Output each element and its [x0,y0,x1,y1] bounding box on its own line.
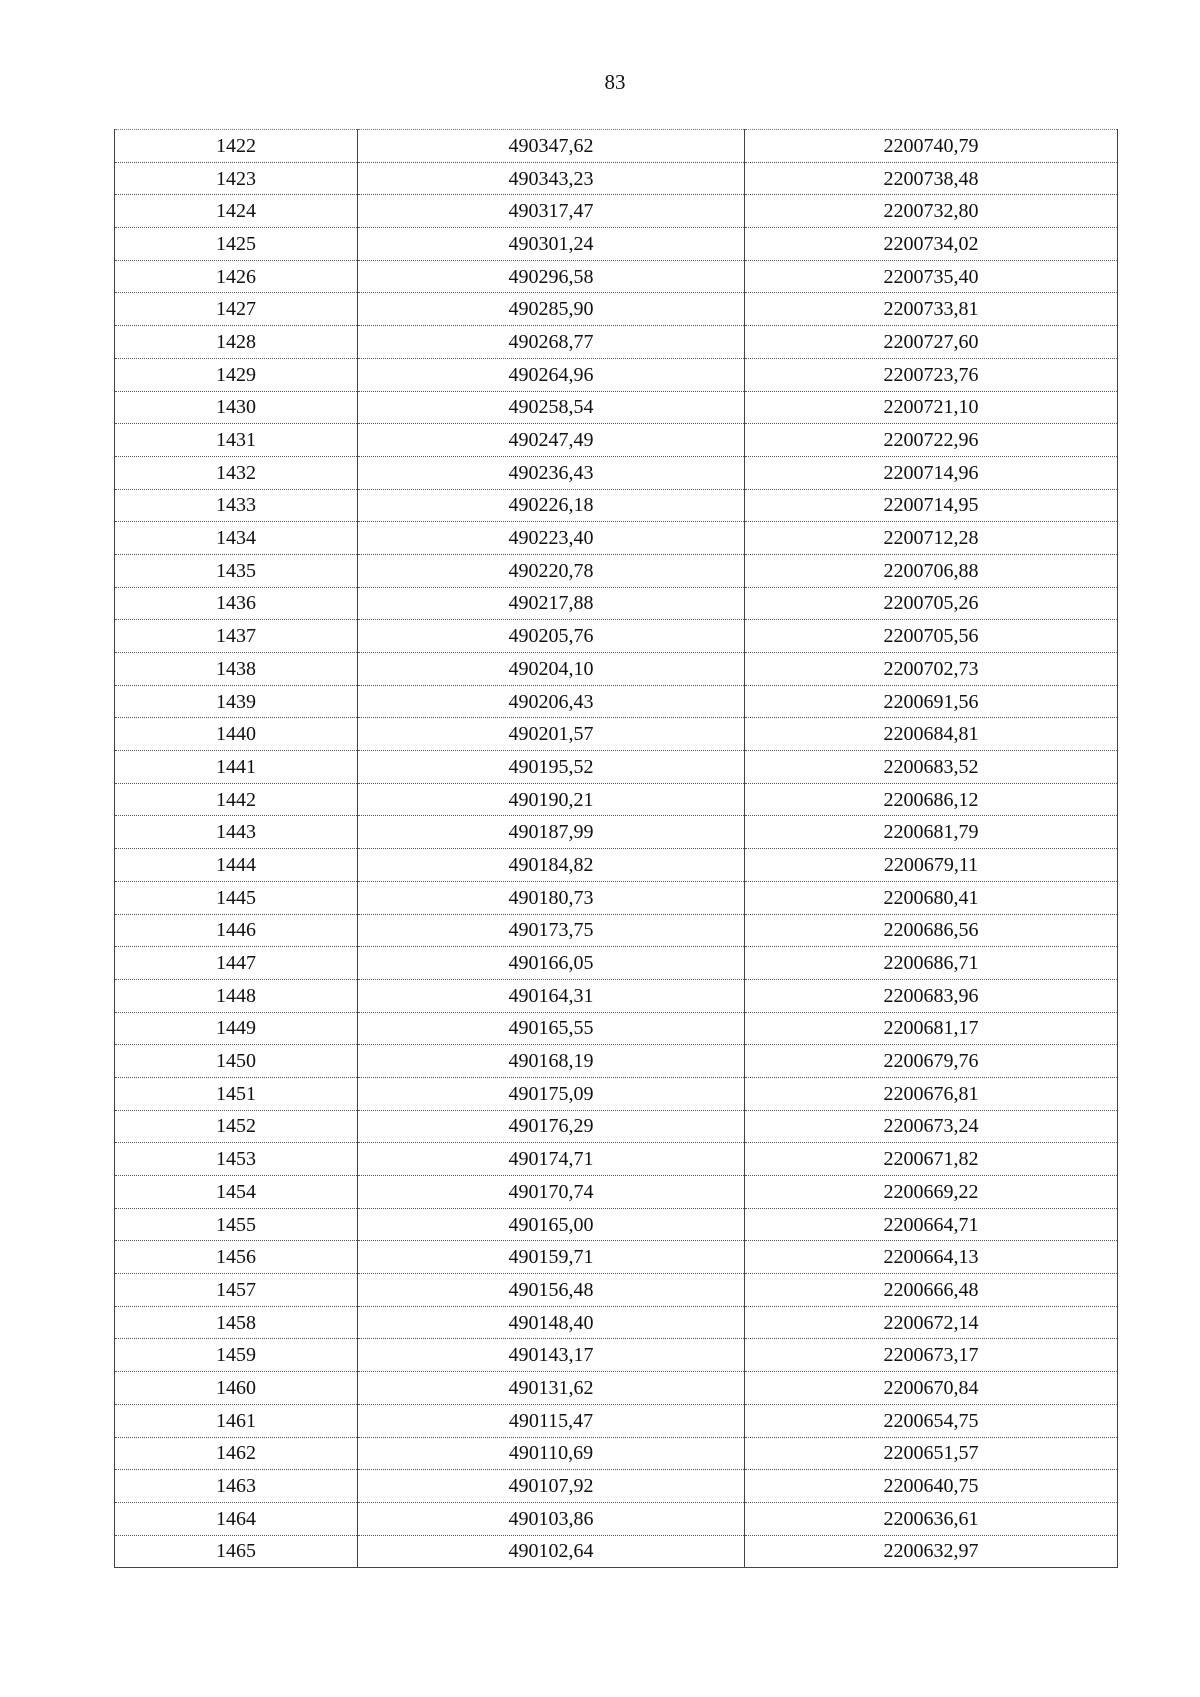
table-row [115,1110,1118,1143]
x-coordinate-cell: 490187,99 [358,816,745,849]
point-number-cell: 1465 [115,1535,358,1568]
x-coordinate-cell: 490268,77 [358,326,745,359]
page-number: 83 [604,70,626,94]
y-coordinate-cell: 2200672,14 [745,1306,1118,1339]
x-coordinate-cell: 490343,23 [358,162,745,195]
x-coordinate-cell: 490115,47 [358,1404,745,1437]
y-coordinate-cell: 2200738,48 [745,162,1118,195]
y-coordinate-cell: 2200681,79 [745,816,1118,849]
point-number-cell: 1438 [115,653,358,686]
table-row [115,914,1118,947]
x-coordinate-cell: 490165,00 [358,1208,745,1241]
point-number-cell: 1423 [115,162,358,195]
table-row [115,849,1118,882]
x-coordinate-cell: 490131,62 [358,1372,745,1405]
x-coordinate-cell: 490173,75 [358,914,745,947]
table-row [115,1012,1118,1045]
point-number-cell: 1428 [115,326,358,359]
y-coordinate-cell: 2200679,76 [745,1045,1118,1078]
point-number-cell: 1445 [115,881,358,914]
point-number-cell: 1441 [115,751,358,784]
x-coordinate-cell: 490236,43 [358,456,745,489]
table-row [115,816,1118,849]
point-number-cell: 1450 [115,1045,358,1078]
point-number-cell: 1446 [115,914,358,947]
point-number-cell: 1436 [115,587,358,620]
table-row [115,326,1118,359]
x-coordinate-cell: 490247,49 [358,424,745,457]
x-coordinate-cell: 490175,09 [358,1077,745,1110]
point-number-cell: 1424 [115,195,358,228]
y-coordinate-cell: 2200705,56 [745,620,1118,653]
y-coordinate-cell: 2200740,79 [745,130,1118,163]
x-coordinate-cell: 490285,90 [358,293,745,326]
table-row [115,1372,1118,1405]
table-row [115,620,1118,653]
point-number-cell: 1425 [115,228,358,261]
table-row [115,881,1118,914]
x-coordinate-cell: 490168,19 [358,1045,745,1078]
x-coordinate-cell: 490164,31 [358,979,745,1012]
table-row [115,358,1118,391]
x-coordinate-cell: 490190,21 [358,783,745,816]
coordinates-table [114,129,1118,1568]
table-row [115,947,1118,980]
point-number-cell: 1440 [115,718,358,751]
y-coordinate-cell: 2200733,81 [745,293,1118,326]
y-coordinate-cell: 2200669,22 [745,1176,1118,1209]
point-number-cell: 1460 [115,1372,358,1405]
point-number-cell: 1456 [115,1241,358,1274]
y-coordinate-cell: 2200640,75 [745,1470,1118,1503]
x-coordinate-cell: 490166,05 [358,947,745,980]
point-number-cell: 1434 [115,522,358,555]
x-coordinate-cell: 490217,88 [358,587,745,620]
point-number-cell: 1451 [115,1077,358,1110]
y-coordinate-cell: 2200664,13 [745,1241,1118,1274]
y-coordinate-cell: 2200683,52 [745,751,1118,784]
y-coordinate-cell: 2200632,97 [745,1535,1118,1568]
point-number-cell: 1464 [115,1502,358,1535]
x-coordinate-cell: 490301,24 [358,228,745,261]
table-row [115,489,1118,522]
x-coordinate-cell: 490176,29 [358,1110,745,1143]
x-coordinate-cell: 490184,82 [358,849,745,882]
y-coordinate-cell: 2200721,10 [745,391,1118,424]
point-number-cell: 1449 [115,1012,358,1045]
point-number-cell: 1422 [115,130,358,163]
point-number-cell: 1453 [115,1143,358,1176]
x-coordinate-cell: 490296,58 [358,260,745,293]
y-coordinate-cell: 2200680,41 [745,881,1118,914]
point-number-cell: 1430 [115,391,358,424]
y-coordinate-cell: 2200702,73 [745,653,1118,686]
x-coordinate-cell: 490223,40 [358,522,745,555]
point-number-cell: 1458 [115,1306,358,1339]
x-coordinate-cell: 490226,18 [358,489,745,522]
table-row [115,653,1118,686]
y-coordinate-cell: 2200706,88 [745,554,1118,587]
point-number-cell: 1439 [115,685,358,718]
point-number-cell: 1452 [115,1110,358,1143]
y-coordinate-cell: 2200705,26 [745,587,1118,620]
table-row [115,1470,1118,1503]
point-number-cell: 1457 [115,1274,358,1307]
point-number-cell: 1442 [115,783,358,816]
y-coordinate-cell: 2200654,75 [745,1404,1118,1437]
y-coordinate-cell: 2200673,17 [745,1339,1118,1372]
point-number-cell: 1463 [115,1470,358,1503]
x-coordinate-cell: 490165,55 [358,1012,745,1045]
x-coordinate-cell: 490102,64 [358,1535,745,1568]
y-coordinate-cell: 2200714,96 [745,456,1118,489]
x-coordinate-cell: 490103,86 [358,1502,745,1535]
y-coordinate-cell: 2200651,57 [745,1437,1118,1470]
x-coordinate-cell: 490170,74 [358,1176,745,1209]
table-row [115,1339,1118,1372]
x-coordinate-cell: 490180,73 [358,881,745,914]
table-row [115,1143,1118,1176]
y-coordinate-cell: 2200679,11 [745,849,1118,882]
table-row [115,718,1118,751]
table-row [115,130,1118,163]
point-number-cell: 1435 [115,554,358,587]
x-coordinate-cell: 490110,69 [358,1437,745,1470]
table-row [115,1306,1118,1339]
table-row [115,979,1118,1012]
x-coordinate-cell: 490205,76 [358,620,745,653]
point-number-cell: 1437 [115,620,358,653]
x-coordinate-cell: 490156,48 [358,1274,745,1307]
y-coordinate-cell: 2200727,60 [745,326,1118,359]
x-coordinate-cell: 490258,54 [358,391,745,424]
table-row [115,783,1118,816]
point-number-cell: 1459 [115,1339,358,1372]
table-row [115,751,1118,784]
y-coordinate-cell: 2200712,28 [745,522,1118,555]
y-coordinate-cell: 2200684,81 [745,718,1118,751]
table-row [115,1077,1118,1110]
x-coordinate-cell: 490201,57 [358,718,745,751]
table-row [115,1208,1118,1241]
coordinates-table-body [115,130,1118,1568]
y-coordinate-cell: 2200722,96 [745,424,1118,457]
table-row [115,391,1118,424]
x-coordinate-cell: 490195,52 [358,751,745,784]
point-number-cell: 1447 [115,947,358,980]
table-row [115,554,1118,587]
y-coordinate-cell: 2200664,71 [745,1208,1118,1241]
y-coordinate-cell: 2200636,61 [745,1502,1118,1535]
x-coordinate-cell: 490264,96 [358,358,745,391]
point-number-cell: 1431 [115,424,358,457]
table-row [115,1176,1118,1209]
table-row [115,424,1118,457]
y-coordinate-cell: 2200681,17 [745,1012,1118,1045]
table-row [115,1535,1118,1568]
table-row [115,1274,1118,1307]
y-coordinate-cell: 2200734,02 [745,228,1118,261]
y-coordinate-cell: 2200723,76 [745,358,1118,391]
point-number-cell: 1455 [115,1208,358,1241]
y-coordinate-cell: 2200671,82 [745,1143,1118,1176]
table-row [115,522,1118,555]
y-coordinate-cell: 2200691,56 [745,685,1118,718]
y-coordinate-cell: 2200686,12 [745,783,1118,816]
x-coordinate-cell: 490107,92 [358,1470,745,1503]
x-coordinate-cell: 490148,40 [358,1306,745,1339]
y-coordinate-cell: 2200666,48 [745,1274,1118,1307]
table-row [115,195,1118,228]
point-number-cell: 1427 [115,293,358,326]
table-row [115,293,1118,326]
table-row [115,1045,1118,1078]
point-number-cell: 1429 [115,358,358,391]
point-number-cell: 1448 [115,979,358,1012]
y-coordinate-cell: 2200714,95 [745,489,1118,522]
y-coordinate-cell: 2200732,80 [745,195,1118,228]
x-coordinate-cell: 490204,10 [358,653,745,686]
table-row [115,228,1118,261]
x-coordinate-cell: 490347,62 [358,130,745,163]
table-row [115,1241,1118,1274]
point-number-cell: 1444 [115,849,358,882]
y-coordinate-cell: 2200686,56 [745,914,1118,947]
y-coordinate-cell: 2200683,96 [745,979,1118,1012]
y-coordinate-cell: 2200670,84 [745,1372,1118,1405]
x-coordinate-cell: 490317,47 [358,195,745,228]
point-number-cell: 1454 [115,1176,358,1209]
y-coordinate-cell: 2200735,40 [745,260,1118,293]
x-coordinate-cell: 490206,43 [358,685,745,718]
table-row [115,456,1118,489]
table-row [115,162,1118,195]
y-coordinate-cell: 2200673,24 [745,1110,1118,1143]
point-number-cell: 1461 [115,1404,358,1437]
x-coordinate-cell: 490220,78 [358,554,745,587]
point-number-cell: 1426 [115,260,358,293]
table-row [115,685,1118,718]
table-row [115,1502,1118,1535]
point-number-cell: 1432 [115,456,358,489]
x-coordinate-cell: 490159,71 [358,1241,745,1274]
point-number-cell: 1433 [115,489,358,522]
x-coordinate-cell: 490174,71 [358,1143,745,1176]
point-number-cell: 1443 [115,816,358,849]
y-coordinate-cell: 2200686,71 [745,947,1118,980]
y-coordinate-cell: 2200676,81 [745,1077,1118,1110]
x-coordinate-cell: 490143,17 [358,1339,745,1372]
table-row [115,1437,1118,1470]
point-number-cell: 1462 [115,1437,358,1470]
table-row [115,260,1118,293]
table-row [115,587,1118,620]
table-row [115,1404,1118,1437]
